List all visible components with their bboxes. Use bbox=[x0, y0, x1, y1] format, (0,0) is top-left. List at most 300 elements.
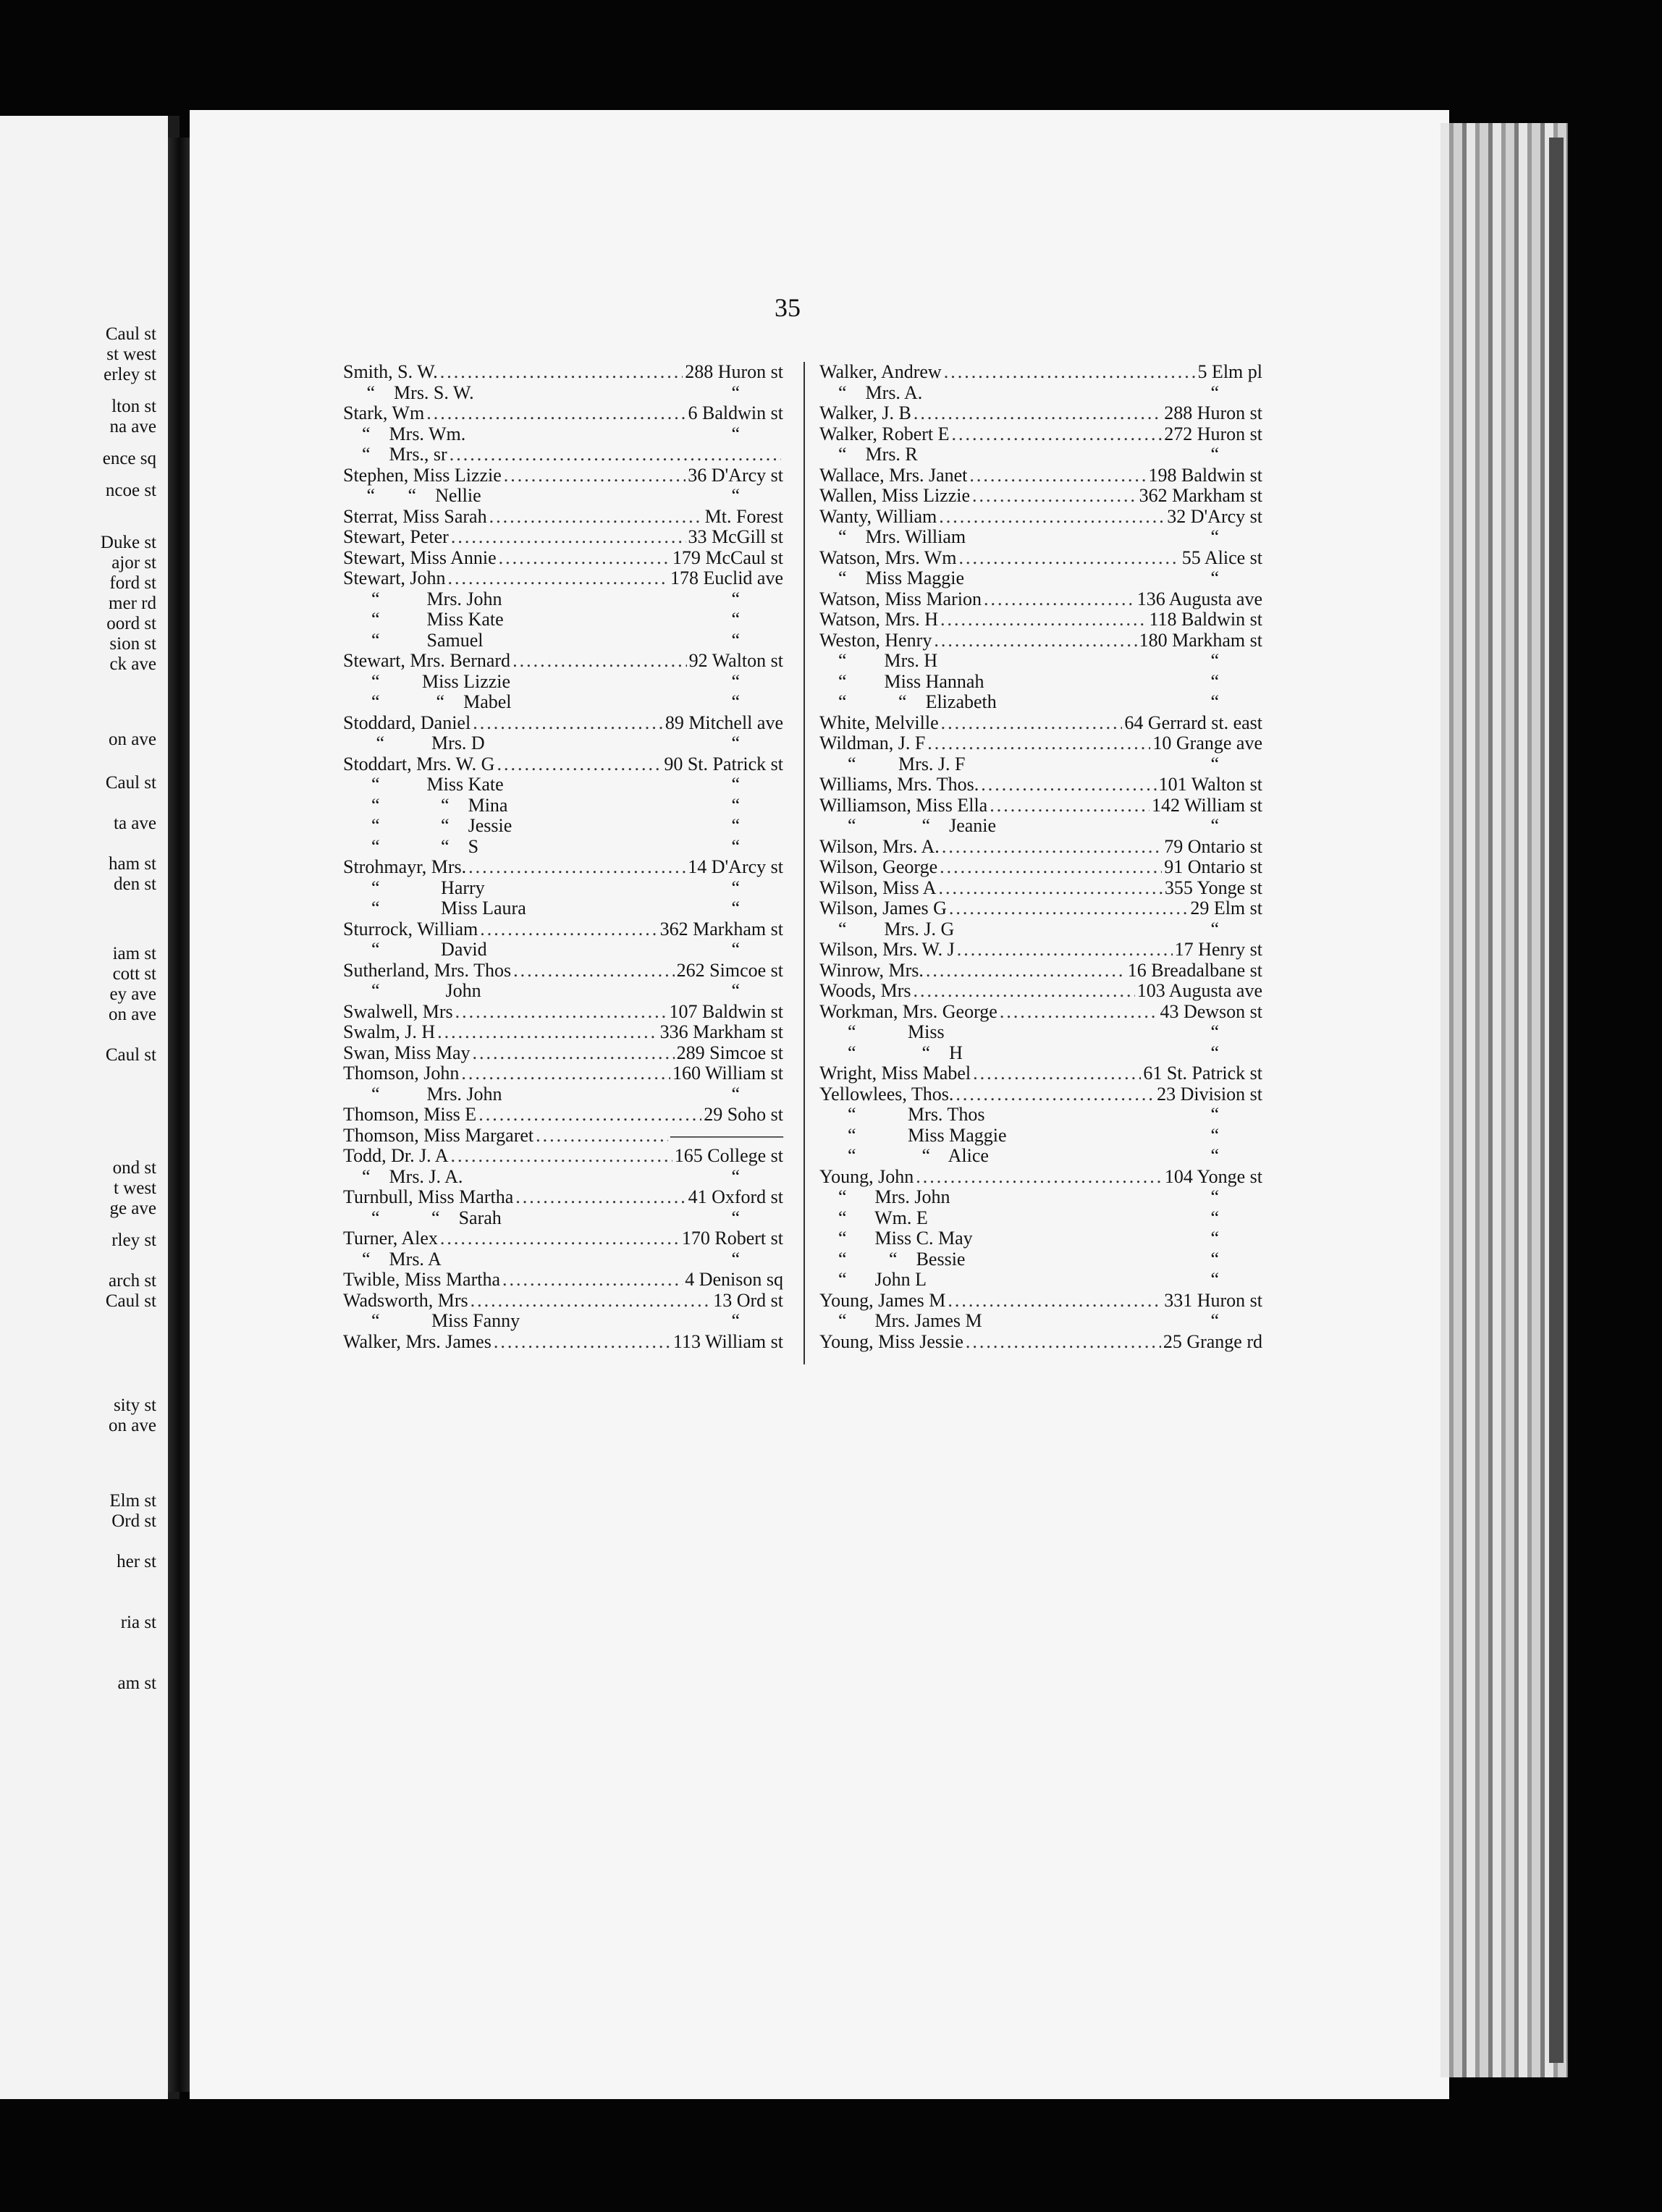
entry-address: 17 Henry st bbox=[1174, 939, 1262, 960]
leader-dots bbox=[940, 857, 1162, 878]
entry-name: “ “ Sarah bbox=[343, 1207, 502, 1228]
directory-entry bbox=[343, 754, 783, 775]
entry-name: Weston, Henry bbox=[819, 629, 932, 651]
entry-address: “ bbox=[1210, 567, 1219, 588]
entry-address: 362 Markham st bbox=[659, 918, 783, 940]
entry-name: Swalm, J. H bbox=[343, 1021, 436, 1042]
left-page-fragment: rley st bbox=[111, 1230, 156, 1250]
directory-entry bbox=[343, 940, 783, 961]
entry-address: “ bbox=[731, 381, 740, 403]
leader-dots bbox=[504, 465, 686, 486]
entry-address: 107 Baldwin st bbox=[669, 1000, 783, 1022]
entry-name: “ “ Elizabeth bbox=[819, 691, 997, 712]
directory-entry bbox=[343, 1105, 783, 1126]
entry-address: “ bbox=[1210, 1186, 1219, 1207]
entry-address: “ bbox=[731, 877, 740, 898]
entry-name: Turner, Alex bbox=[343, 1228, 438, 1249]
leader-dots bbox=[966, 1332, 1161, 1353]
entry-name: Smith, S. W. bbox=[343, 361, 438, 382]
leader-dots bbox=[502, 1270, 683, 1291]
directory-entry bbox=[819, 919, 1262, 940]
entry-name: “ Mrs. John bbox=[343, 1083, 502, 1105]
directory-column-right bbox=[819, 362, 1262, 1352]
directory-entry bbox=[819, 1084, 1262, 1105]
left-page-fragment: st west bbox=[106, 345, 156, 364]
directory-entry bbox=[343, 981, 783, 1002]
directory-entry bbox=[343, 527, 783, 548]
entry-name: “ Miss Kate bbox=[343, 609, 504, 630]
left-page-fragment: arch st bbox=[109, 1271, 156, 1291]
entry-name: Todd, Dr. J. A bbox=[343, 1145, 449, 1166]
directory-entry bbox=[819, 486, 1262, 507]
entry-address: 179 McCaul st bbox=[672, 546, 783, 568]
entry-name: “ John bbox=[343, 980, 481, 1001]
directory-entry bbox=[343, 1332, 783, 1353]
entry-name: Williamson, Miss Ella bbox=[819, 794, 988, 816]
entry-address: “ bbox=[731, 609, 740, 630]
entry-address: 79 Ontario st bbox=[1164, 835, 1262, 857]
entry-address: “ bbox=[731, 815, 740, 836]
entry-name: Swalwell, Mrs bbox=[343, 1000, 453, 1022]
entry-address: 4 Denison sq bbox=[685, 1269, 783, 1290]
entry-name: Wright, Miss Mabel bbox=[819, 1063, 971, 1084]
entry-name: Walker, Andrew bbox=[819, 361, 942, 382]
entry-name: “ Samuel bbox=[343, 629, 484, 651]
directory-entry bbox=[343, 672, 783, 693]
entry-address: “ bbox=[1210, 1269, 1219, 1290]
left-page-fragment: ham st bbox=[109, 854, 156, 874]
entry-name: “ Miss Maggie bbox=[819, 1124, 1007, 1146]
entry-name: “ “ Nellie bbox=[343, 485, 481, 506]
leader-dots bbox=[455, 1002, 667, 1023]
entry-address: 25 Grange rd bbox=[1163, 1330, 1262, 1352]
entry-address: 355 Yonge st bbox=[1164, 877, 1262, 898]
leader-dots bbox=[981, 774, 1156, 795]
left-page-fragment: Caul st bbox=[105, 773, 156, 793]
leader-dots bbox=[480, 919, 657, 940]
entry-name: Sterrat, Miss Sarah bbox=[343, 505, 487, 527]
leader-dots bbox=[499, 548, 670, 569]
directory-entry bbox=[819, 1208, 1262, 1229]
left-page-fragment: ta ave bbox=[114, 814, 156, 833]
entry-name: “ Mrs. John bbox=[343, 588, 502, 609]
leader-dots bbox=[468, 857, 686, 878]
leader-dots bbox=[949, 898, 1188, 919]
entry-name: Wilson, James G bbox=[819, 898, 947, 919]
entry-address: 55 Alice st bbox=[1181, 546, 1262, 568]
directory-entry bbox=[819, 898, 1262, 919]
directory-entry bbox=[819, 568, 1262, 589]
directory-entry bbox=[819, 403, 1262, 424]
leader-dots bbox=[938, 878, 1162, 899]
entry-address: “ bbox=[731, 939, 740, 960]
entry-address: “ bbox=[731, 774, 740, 795]
entry-name: Young, Miss Jessie bbox=[819, 1330, 963, 1352]
entry-name: “ Mrs. A bbox=[343, 1248, 442, 1270]
entry-address: “ bbox=[731, 1083, 740, 1105]
directory-entry bbox=[343, 713, 783, 734]
entry-name: “ “ H bbox=[819, 1042, 963, 1063]
leader-dots bbox=[489, 507, 703, 528]
directory-entry bbox=[343, 444, 783, 465]
directory-entry bbox=[343, 816, 783, 837]
leader-dots bbox=[461, 1063, 670, 1084]
directory-entry bbox=[819, 424, 1262, 445]
entry-address: 43 Dewson st bbox=[1160, 1000, 1262, 1022]
directory-entry bbox=[343, 1043, 783, 1064]
entry-name: “ Mrs. J. A. bbox=[343, 1165, 463, 1187]
directory-entry bbox=[819, 1063, 1262, 1084]
directory-entry bbox=[343, 878, 783, 899]
column-divider bbox=[803, 362, 805, 1364]
entry-name: “ “ Bessie bbox=[819, 1248, 966, 1270]
entry-address: 13 Ord st bbox=[713, 1289, 783, 1311]
leader-dots bbox=[913, 981, 1134, 1002]
entry-address: “ bbox=[1210, 444, 1219, 465]
entry-address: 136 Augusta ave bbox=[1136, 588, 1262, 609]
directory-entry bbox=[819, 1291, 1262, 1312]
entry-name: Wilson, Miss A bbox=[819, 877, 937, 898]
entry-address: 178 Euclid ave bbox=[670, 567, 783, 588]
directory-entry bbox=[819, 733, 1262, 754]
entry-address: “ bbox=[1210, 753, 1219, 774]
left-page-fragment: sity st bbox=[113, 1396, 156, 1415]
entry-address: 101 Walton st bbox=[1158, 774, 1262, 795]
left-page-fragment: ey ave bbox=[109, 984, 156, 1004]
entry-name: “ Miss Hannah bbox=[819, 670, 984, 692]
directory-entry bbox=[343, 1167, 783, 1188]
directory-entry bbox=[343, 465, 783, 486]
directory-entry bbox=[343, 362, 783, 383]
entry-address: 14 D'Arcy st bbox=[688, 856, 783, 877]
entry-address: 104 Yonge st bbox=[1164, 1165, 1262, 1187]
entry-address: “ bbox=[1210, 1228, 1219, 1249]
left-page-fragment: am st bbox=[117, 1673, 156, 1693]
directory-entry bbox=[819, 1187, 1262, 1208]
left-page-fragment: na ave bbox=[109, 417, 156, 436]
directory-entry bbox=[819, 1311, 1262, 1332]
leader-dots bbox=[941, 713, 1123, 734]
entry-name: Sturrock, William bbox=[343, 918, 478, 940]
leader-dots bbox=[440, 362, 683, 383]
entry-address: “ bbox=[731, 794, 740, 816]
entry-address: “ bbox=[731, 1165, 740, 1187]
entry-name: “ Mrs. J. F bbox=[819, 753, 966, 774]
entry-name: Yellowlees, Thos. bbox=[819, 1083, 954, 1105]
directory-entry bbox=[819, 837, 1262, 858]
left-page-fragment: cott st bbox=[112, 964, 156, 984]
left-page-fragment: ncoe st bbox=[105, 481, 156, 500]
entry-address: 165 College st bbox=[674, 1145, 783, 1166]
entry-address: 362 Markham st bbox=[1139, 485, 1262, 506]
entry-name: “ Mrs. D bbox=[343, 733, 485, 753]
directory-entry bbox=[343, 486, 783, 507]
directory-entry bbox=[819, 816, 1262, 837]
entry-address: —————— bbox=[670, 1124, 783, 1146]
leader-dots bbox=[934, 630, 1136, 651]
directory-entry bbox=[819, 713, 1262, 734]
directory-entry bbox=[819, 507, 1262, 528]
leader-dots bbox=[972, 486, 1137, 507]
entry-address: 32 D'Arcy st bbox=[1167, 505, 1262, 527]
left-page-fragment: Elm st bbox=[109, 1491, 156, 1511]
entry-name: Wadsworth, Mrs bbox=[343, 1289, 468, 1311]
entry-address: 198 Baldwin st bbox=[1148, 464, 1262, 486]
entry-name: Walker, Mrs. James bbox=[343, 1330, 492, 1352]
directory-entry bbox=[819, 857, 1262, 878]
entry-name: Twible, Miss Martha bbox=[343, 1269, 500, 1290]
directory-entry bbox=[343, 692, 783, 713]
leader-dots bbox=[478, 1105, 701, 1126]
directory-entry bbox=[343, 1208, 783, 1229]
entry-name: Wilson, Mrs. W. J bbox=[819, 939, 955, 960]
directory-entry bbox=[819, 1249, 1262, 1270]
left-page-fragment: Caul st bbox=[105, 1291, 156, 1311]
entry-name: “ “ Jessie bbox=[343, 815, 512, 836]
entry-address: 10 Grange ave bbox=[1152, 733, 1262, 753]
entry-name: “ Miss Laura bbox=[343, 898, 526, 919]
entry-address: 103 Augusta ave bbox=[1136, 980, 1262, 1001]
directory-entry bbox=[819, 1228, 1262, 1249]
entry-address: 160 William st bbox=[672, 1063, 783, 1084]
entry-address: 180 Markham st bbox=[1139, 629, 1262, 651]
leader-dots bbox=[969, 465, 1146, 486]
entry-address: 61 St. Patrick st bbox=[1143, 1063, 1262, 1084]
directory-entry bbox=[343, 1022, 783, 1043]
entry-address: “ bbox=[731, 733, 740, 753]
entry-address: “ bbox=[731, 835, 740, 857]
page-number: 35 bbox=[775, 293, 801, 322]
entry-name: Williams, Mrs. Thos. bbox=[819, 774, 979, 795]
entry-address: “ bbox=[1210, 1248, 1219, 1270]
entry-name: Wanty, William bbox=[819, 505, 937, 527]
directory-entry bbox=[819, 589, 1262, 610]
directory-entry bbox=[343, 589, 783, 610]
entry-name: Watson, Miss Marion bbox=[819, 588, 982, 609]
entry-name: Strohmayr, Mrs. bbox=[343, 856, 467, 877]
entry-address: “ bbox=[1210, 526, 1219, 547]
leader-dots bbox=[473, 1043, 675, 1064]
directory-entry bbox=[343, 774, 783, 795]
leader-dots bbox=[1000, 1002, 1158, 1023]
leader-dots bbox=[944, 362, 1196, 383]
directory-entry bbox=[819, 444, 1262, 465]
entry-address: 113 William st bbox=[672, 1330, 783, 1352]
entry-name: “ “ Mina bbox=[343, 794, 508, 816]
directory-entry bbox=[819, 1043, 1262, 1064]
entry-name: “ “ S bbox=[343, 835, 479, 857]
entry-address: 16 Breadalbane st bbox=[1127, 959, 1262, 981]
leader-dots bbox=[440, 1228, 680, 1249]
leader-dots bbox=[437, 1022, 657, 1043]
directory-entry bbox=[343, 507, 783, 528]
entry-address: “ bbox=[1210, 1207, 1219, 1228]
entry-name: Stewart, Mrs. Bernard bbox=[343, 650, 511, 671]
entry-address: 288 Huron st bbox=[685, 361, 783, 382]
entry-address: “ bbox=[1210, 1145, 1219, 1166]
entry-address: 90 St. Patrick st bbox=[664, 753, 783, 774]
left-page-fragment: ond st bbox=[112, 1158, 156, 1178]
directory-entry bbox=[819, 362, 1262, 383]
entry-address: 41 Oxford st bbox=[688, 1186, 783, 1207]
leader-dots bbox=[984, 589, 1135, 610]
leader-dots bbox=[940, 609, 1147, 630]
entry-name: “ Mrs. J. G bbox=[819, 918, 955, 940]
directory-entry bbox=[343, 1146, 783, 1167]
entry-address: 331 Huron st bbox=[1164, 1289, 1262, 1311]
entry-name: “ Miss Fanny bbox=[343, 1310, 520, 1331]
entry-address: 289 Simcoe st bbox=[676, 1042, 783, 1063]
leader-dots bbox=[494, 1332, 671, 1353]
directory-entry bbox=[343, 1249, 783, 1270]
entry-address: “ bbox=[731, 980, 740, 1001]
directory-entry bbox=[343, 609, 783, 630]
entry-address: “ bbox=[1210, 691, 1219, 712]
leader-dots bbox=[497, 754, 662, 775]
entry-name: “ Mrs. Thos bbox=[819, 1104, 985, 1125]
leader-dots bbox=[426, 403, 686, 424]
directory-entry bbox=[819, 651, 1262, 672]
leader-dots bbox=[451, 527, 686, 548]
entry-address: 118 Baldwin st bbox=[1149, 609, 1262, 630]
leader-dots bbox=[914, 403, 1162, 424]
entry-address: 288 Huron st bbox=[1164, 402, 1262, 423]
directory-entry bbox=[819, 774, 1262, 795]
entry-name: Stewart, Peter bbox=[343, 526, 449, 547]
directory-entry bbox=[819, 609, 1262, 630]
entry-address: “ bbox=[1210, 650, 1219, 671]
leader-dots bbox=[959, 548, 1180, 569]
entry-name: Wallen, Miss Lizzie bbox=[819, 485, 971, 506]
entry-address: “ bbox=[731, 588, 740, 609]
left-page-fragment: ford st bbox=[109, 573, 156, 593]
directory-entry bbox=[343, 548, 783, 569]
entry-address: 336 Markham st bbox=[659, 1021, 783, 1042]
left-page-fragment: ence sq bbox=[102, 449, 156, 468]
entry-name: “ Miss C. May bbox=[819, 1228, 973, 1249]
entry-name: “ Mrs. John bbox=[819, 1186, 950, 1207]
entry-address: 33 McGill st bbox=[688, 526, 783, 547]
entry-name: Swan, Miss May bbox=[343, 1042, 471, 1063]
entry-address: 29 Soho st bbox=[704, 1104, 783, 1125]
left-page-fragment: erley st bbox=[104, 365, 156, 384]
entry-address: 170 Robert st bbox=[681, 1228, 783, 1249]
entry-name: Winrow, Mrs. bbox=[819, 959, 924, 981]
left-page-fragment: Caul st bbox=[105, 1045, 156, 1065]
entry-address: 272 Huron st bbox=[1164, 423, 1262, 444]
book-cover-edge bbox=[1549, 138, 1564, 2063]
entry-name: Turnbull, Miss Martha bbox=[343, 1186, 514, 1207]
directory-entry bbox=[343, 1311, 783, 1332]
left-page-fragment: ck ave bbox=[109, 654, 156, 674]
directory-entry bbox=[819, 672, 1262, 693]
entry-address: “ bbox=[1210, 381, 1219, 403]
directory-entry bbox=[819, 961, 1262, 982]
leader-dots bbox=[916, 1167, 1163, 1188]
entry-name: “ John L bbox=[819, 1269, 927, 1290]
left-page-fragment: ria st bbox=[120, 1613, 156, 1632]
entry-name: “ Wm. E bbox=[819, 1207, 928, 1228]
entry-name: Watson, Mrs. H bbox=[819, 609, 939, 630]
directory-entry bbox=[819, 1270, 1262, 1291]
directory-entry bbox=[343, 919, 783, 940]
leader-dots bbox=[957, 940, 1173, 961]
entry-name: Stoddard, Daniel bbox=[343, 712, 471, 733]
entry-name: “ Mrs. A. bbox=[819, 381, 923, 403]
entry-name: “ “ Jeanie bbox=[819, 815, 997, 836]
leader-dots bbox=[926, 961, 1126, 982]
entry-address: “ bbox=[731, 485, 740, 506]
leader-dots bbox=[473, 713, 663, 734]
directory-entry bbox=[819, 527, 1262, 548]
left-page-fragment: lton st bbox=[111, 397, 156, 416]
directory-entry bbox=[343, 630, 783, 651]
entry-address: “ bbox=[1210, 815, 1219, 836]
entry-address: 6 Baldwin st bbox=[688, 402, 783, 423]
directory-entry bbox=[819, 1146, 1262, 1167]
left-page-fragment: her st bbox=[117, 1552, 156, 1571]
entry-name: Thomson, Miss E bbox=[343, 1104, 477, 1125]
entry-name: “ Mrs. H bbox=[819, 650, 938, 671]
entry-name: “ “ Mabel bbox=[343, 691, 512, 712]
directory-entry bbox=[819, 940, 1262, 961]
directory-entry bbox=[343, 1002, 783, 1023]
directory-entry bbox=[819, 795, 1262, 816]
entry-address: “ bbox=[731, 629, 740, 651]
directory-entry bbox=[343, 424, 783, 445]
entry-address: 262 Simcoe st bbox=[676, 959, 783, 981]
entry-name: “ Mrs. S. W. bbox=[343, 381, 474, 403]
left-page-fragment: oord st bbox=[106, 614, 156, 633]
leader-dots bbox=[451, 1146, 672, 1167]
entry-address: 36 D'Arcy st bbox=[688, 464, 783, 486]
leader-dots bbox=[515, 1187, 686, 1208]
leader-dots bbox=[513, 961, 675, 982]
leader-dots bbox=[956, 1084, 1155, 1105]
entry-address: “ bbox=[1210, 1124, 1219, 1146]
left-page-fragment: den st bbox=[113, 874, 156, 894]
entry-address: “ bbox=[731, 1310, 740, 1331]
entry-address: “ bbox=[731, 423, 740, 444]
entry-name: Walker, Robert E bbox=[819, 423, 950, 444]
entry-name: “ Miss Maggie bbox=[819, 567, 965, 588]
entry-address: Mt. Forest bbox=[704, 505, 783, 527]
entry-address: “ bbox=[1210, 918, 1219, 940]
entry-name: Sutherland, Mrs. Thos bbox=[343, 959, 512, 981]
left-page-fragment: mer rd bbox=[109, 594, 156, 613]
entry-name: “ Mrs. Wm. bbox=[343, 423, 466, 444]
entry-name: “ Harry bbox=[343, 877, 485, 898]
leader-dots bbox=[448, 568, 669, 589]
entry-name: Wildman, J. F bbox=[819, 733, 926, 753]
entry-address: “ bbox=[731, 691, 740, 712]
entry-address: “ bbox=[1210, 1104, 1219, 1125]
entry-name: Stoddart, Mrs. W. G bbox=[343, 753, 495, 774]
directory-entry bbox=[343, 403, 783, 424]
left-page-fragment: Caul st bbox=[105, 324, 156, 344]
left-page-fragment: iam st bbox=[112, 944, 156, 963]
entry-name: Wallace, Mrs. Janet bbox=[819, 464, 968, 486]
directory-entry bbox=[819, 981, 1262, 1002]
entry-address: “ bbox=[1210, 670, 1219, 692]
entry-address: 5 Elm pl bbox=[1197, 361, 1262, 382]
entry-address: “ bbox=[1210, 1042, 1219, 1063]
entry-name: Woods, Mrs bbox=[819, 980, 911, 1001]
directory-entry bbox=[819, 878, 1262, 899]
entry-address: 89 Mitchell ave bbox=[665, 712, 783, 733]
directory-entry bbox=[819, 630, 1262, 651]
directory-entry bbox=[343, 1063, 783, 1084]
